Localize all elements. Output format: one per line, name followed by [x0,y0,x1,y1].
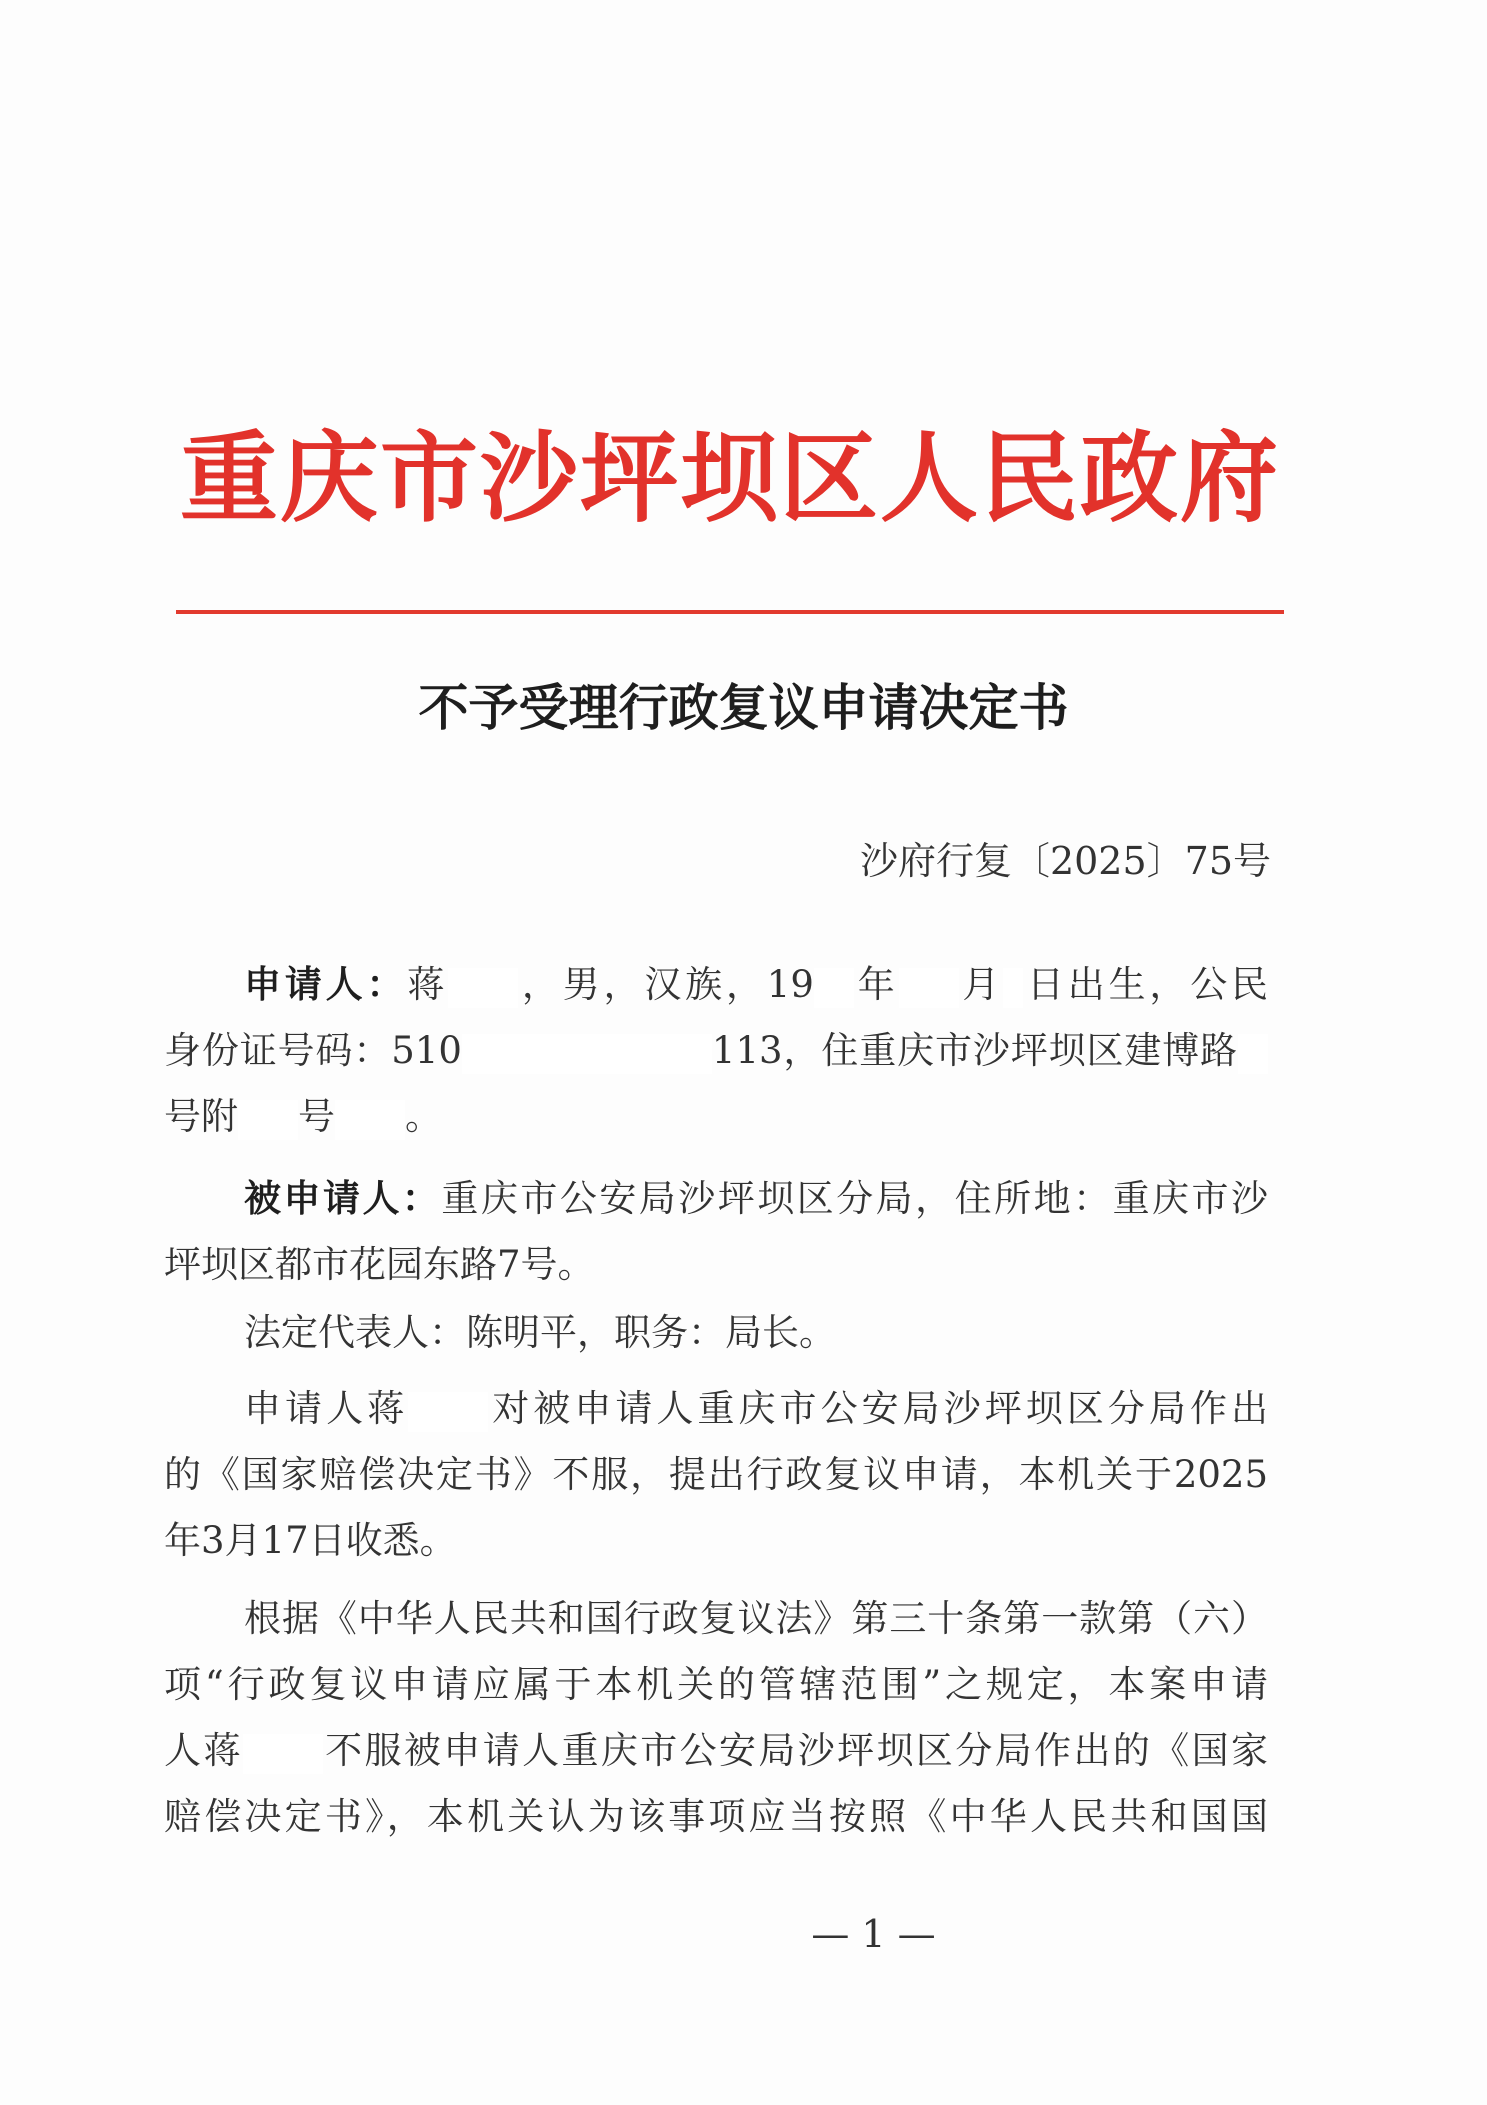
redaction-box [448,968,518,1008]
redaction-box [1003,968,1023,1008]
paragraph2-line-4: 赔偿决定书》，本机关认为该事项应当按照《中华人民共和国国 [164,1795,1268,1838]
redaction-box [462,1034,712,1074]
redaction-box [408,1392,488,1432]
paragraph1-line-3: 年3月17日收悉。 [164,1519,457,1562]
redaction-box [243,1734,323,1774]
applicant-address-text: 113，住重庆市沙坪坝区建博路 [711,1029,1239,1072]
issuing-authority-header: 重庆市沙坪坝区人民政府 [179,421,1280,536]
red-divider-line [176,610,1284,614]
representative-paragraph [164,1300,1268,1366]
applicant-label: 申请人： [244,963,408,1006]
body-paragraph-1 [164,1376,1268,1574]
applicant-month-unit: 月 [958,963,1004,1006]
paragraph2-text-3: 不服被申请人重庆市公安局沙坪坝区分局作出的《国家 [322,1729,1269,1772]
applicant-surname: 蒋 [407,963,449,1006]
document-number: 沙府行复〔2025〕75号 [859,839,1271,883]
redaction-box [238,1100,298,1140]
paragraph1-applicant: 申请人蒋 [244,1387,409,1430]
respondent-paragraph [164,1166,1268,1298]
applicant-line-1 [164,952,1268,1018]
applicant-paragraph [164,952,1268,1150]
document-title: 不予受理行政复议申请决定书 [418,679,1069,737]
applicant-id-prefix: 身份证号码：510 [164,1029,462,1072]
respondent-text-1: 重庆市公安局沙坪坝区分局，住所地：重庆市沙 [441,1177,1269,1220]
applicant-line-2 [164,1018,1268,1084]
applicant-year-unit: 年 [853,963,899,1006]
applicant-address-fu: 号附 [164,1095,238,1138]
applicant-info-text: ，男，汉族，19 [518,963,814,1006]
paragraph2-applicant: 人蒋 [164,1729,243,1772]
applicant-birth-text: 日出生，公民 [1023,963,1269,1006]
respondent-line-2: 坪坝区都市花园东路7号。 [164,1243,595,1286]
paragraph1-line-1 [164,1376,1268,1442]
respondent-line-1 [164,1166,1268,1232]
redaction-box [335,1100,405,1140]
paragraph2-line-2: 项“行政复议申请应属于本机关的管辖范围”之规定，本案申请 [164,1663,1268,1706]
page-number-text: — 1 — [811,1912,936,1956]
redaction-box [1238,1034,1268,1074]
body-paragraph-2 [164,1586,1268,1850]
applicant-address-end: 。 [405,1095,442,1138]
redaction-box [814,968,854,1008]
paragraph2-line-3 [164,1718,1268,1784]
representative-line: 法定代表人：陈明平，职务：局长。 [244,1311,836,1354]
respondent-label: 被申请人： [244,1177,442,1220]
paragraph2-line-1: 根据《中华人民共和国行政复议法》第三十条第一款第（六） [244,1597,1268,1640]
paragraph1-text-1: 对被申请人重庆市公安局沙坪坝区分局作出 [488,1387,1269,1430]
redaction-box [899,968,959,1008]
paragraph1-line-2: 的《国家赔偿决定书》不服，提出行政复议申请，本机关于2025 [164,1453,1268,1496]
page-number [0,1912,1487,1956]
applicant-line-3 [164,1084,1268,1150]
applicant-address-hao: 号 [298,1095,335,1138]
